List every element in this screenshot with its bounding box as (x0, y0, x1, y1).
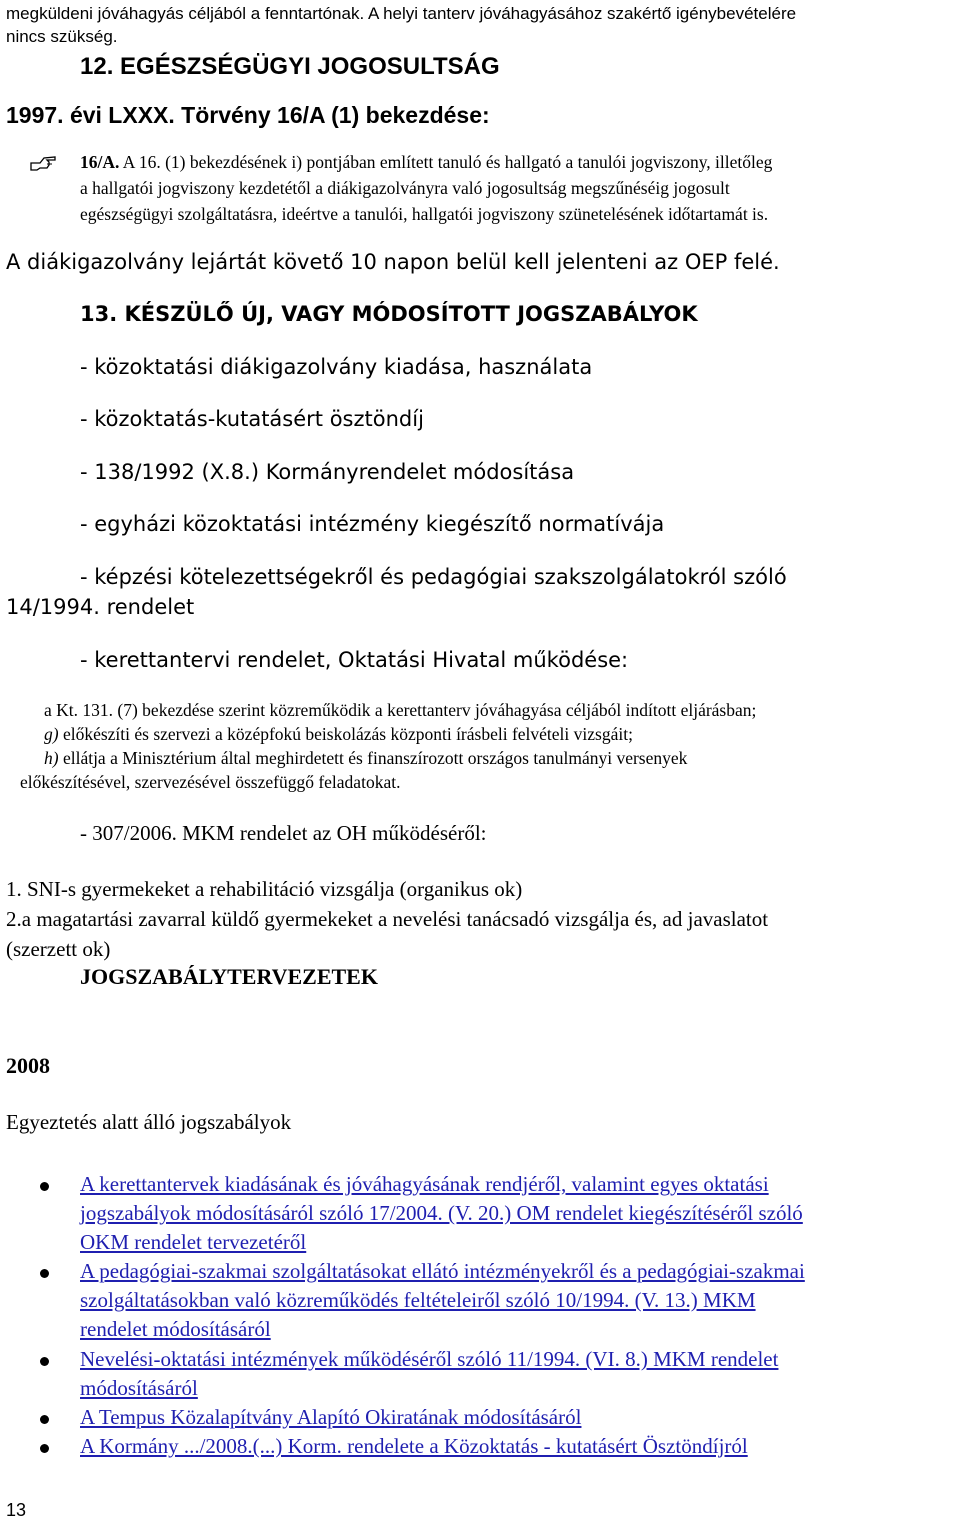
item-osztondij: - közoktatás-kutatásért ösztöndíj (80, 407, 424, 431)
ref-text: (1) bekezdésének i) pontjában említett tanuló és hallgató a tanulói jogviszony, illetőleg (160, 152, 773, 172)
oh-task-2: 2.a magatartási zavarral küldő gyermekeket a nevelési tanácsadó vizsgálja és, ad javaslatot (6, 907, 769, 931)
intro-line-1: megküldeni jóváhagyás céljából a fenntartónak. A helyi tanterv jóváhagyásához szakértő igénybevételére (6, 4, 797, 23)
link-kormany-rendelet[interactable]: A Kormány .../2008.(...) Korm. rendelete a Közoktatás - kutatásért Ösztöndíjról (80, 1434, 748, 1458)
pointing-hand-icon (30, 155, 56, 171)
link-nevelesi-line-1[interactable]: Nevelési-oktatási intézmények működéséről szóló 11/1994. (VI. 8.) MKM rendelet (80, 1347, 779, 1371)
year-heading: 2008 (6, 1053, 50, 1078)
oh-task-1: 1. SNI-s gyermekeket a rehabilitáció vizsgálja (organikus ok) (6, 877, 523, 901)
ref-bold: 16/A. (80, 152, 120, 172)
kt-line-3 (44, 748, 687, 769)
law-reference: 1997. évi LXXX. Törvény 16/A (1) bekezdése: (6, 102, 490, 128)
paragraph-16a-line-1 (80, 152, 772, 173)
intro-line-2: nincs szükség. (6, 27, 118, 46)
mkm-rendelet: - 307/2006. MKM rendelet az OH működéséről: (80, 821, 487, 845)
kt-line-4: előkészítésével, szervezésével összefüggő feladatokat. (20, 772, 401, 792)
item-egyhazi: - egyházi közoktatási intézmény kiegészítő normatívája (80, 512, 665, 536)
link-tempus[interactable]: A Tempus Közalapítvány Alapító Okiratának módosításáról (80, 1405, 582, 1429)
bullet-dot (40, 1182, 49, 1191)
drafts-heading: JOGSZABÁLYTERVEZETEK (80, 964, 378, 989)
link-kerettanterv-line-1[interactable]: A kerettantervek kiadásának és jóváhagyásának rendjéről, valamint egyes oktatási (80, 1172, 769, 1196)
kt-g-label: g) (44, 724, 59, 744)
link-pedagogiai-line-1[interactable]: A pedagógiai-szakmai szolgáltatásokat ellátó intézményekről és a pedagógiai-szakmai (80, 1259, 805, 1283)
paragraph-16a-line-3: egészségügyi szolgáltatásra, ideértve a tanulói, hallgatói jogviszony szünetelésének időtartamát is. (80, 204, 769, 224)
kt-h-label: h) (44, 748, 59, 768)
paragraph-16a-line-2: a hallgatói jogviszony kezdetétől a diákigazolványra való jogosultság megszűnéséig jogosult (80, 178, 730, 198)
bullet-dot (40, 1444, 49, 1453)
bullet-dot (40, 1415, 49, 1424)
link-pedagogiai-line-3[interactable]: rendelet módosításáról (80, 1317, 271, 1341)
link-pedagogiai-line-2[interactable]: szolgáltatásokban való közreműködés feltételeiről szóló 10/1994. (V. 13.) MKM (80, 1288, 756, 1312)
drafts-subtitle: Egyeztetés alatt álló jogszabályok (6, 1110, 292, 1134)
kt-h-text: ellátja a Minisztérium által meghirdetett és finanszírozott országos tanulmányi versenyek (58, 748, 688, 768)
link-kerettanterv-line-2[interactable]: jogszabályok módosításáról szóló 17/2004. (V. 20.) OM rendelet kiegészítéséről szóló (80, 1201, 803, 1225)
link-kerettanterv-line-3[interactable]: OKM rendelet tervezetéről (80, 1230, 307, 1254)
item-kepzesi: - képzési kötelezettségekről és pedagógiai szakszolgálatokról szóló (80, 565, 787, 589)
page-number: 13 (6, 1500, 27, 1520)
item-kepzesi-cont: 14/1994. rendelet (6, 595, 195, 619)
section-12-heading: 12. EGÉSZSÉGÜGYI JOGOSULTSÁG (80, 53, 500, 80)
section-13-heading: 13. KÉSZÜLŐ ÚJ, VAGY MÓDOSÍTOTT JOGSZABÁLYOK (80, 302, 698, 326)
item-diakigazolvany: - közoktatási diákigazolvány kiadása, használata (80, 355, 593, 379)
item-kerettantervi: - kerettantervi rendelet, Oktatási Hivatal működése: (80, 648, 629, 672)
oh-task-2-cont: (szerzett ok) (6, 937, 111, 961)
ref-rest: A 16. (122, 152, 161, 172)
link-nevelesi-line-2[interactable]: módosításáról (80, 1376, 198, 1400)
oep-notice: A diákigazolvány lejártát követő 10 napon belül kell jelenteni az OEP felé. (6, 250, 780, 274)
item-kormanyrendelet: - 138/1992 (X.8.) Kormányrendelet módosítása (80, 460, 575, 484)
kt-line-2 (44, 724, 633, 745)
kt-line-1: a Kt. 131. (7) bekezdése szerint közreműködik a kerettanterv jóváhagyása céljából indított eljárásban; (44, 700, 757, 720)
bullet-dot (40, 1269, 49, 1278)
kt-g-text: előkészíti és szervezi a középfokú beiskolázás központi írásbeli felvételi vizsgáit; (58, 724, 633, 744)
bullet-dot (40, 1357, 49, 1366)
